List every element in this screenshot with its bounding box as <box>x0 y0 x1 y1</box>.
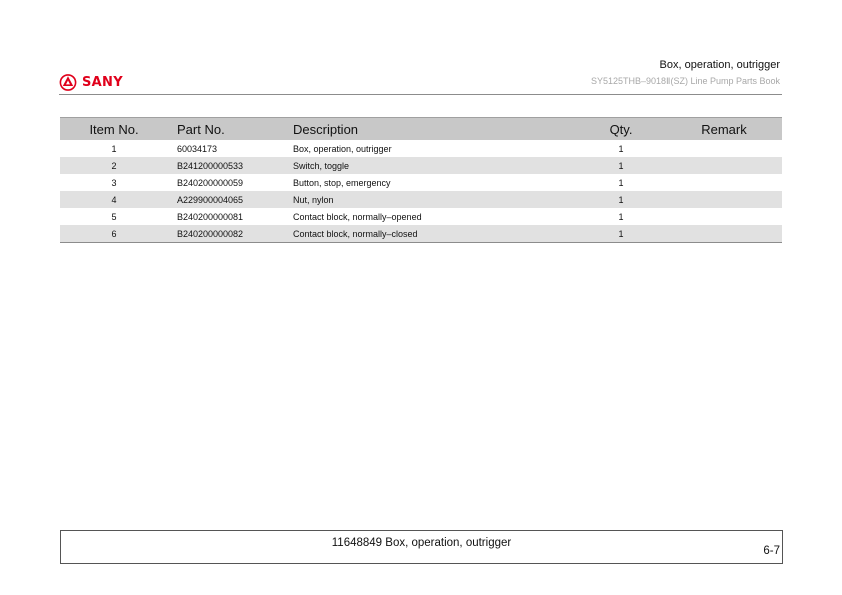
cell-item-no: 4 <box>60 191 168 208</box>
table-row <box>60 157 782 174</box>
logo-text: SANY <box>82 74 123 90</box>
cell-description: Button, stop, emergency <box>293 177 391 188</box>
cell-part-no: 60034173 <box>177 143 218 154</box>
col-qty: Qty. <box>576 118 666 141</box>
cell-part-no: B240200000081 <box>177 211 244 222</box>
book-subtitle: SY5125THB–9018Ⅱ(SZ) Line Pump Parts Book <box>590 76 780 86</box>
cell-item-no: 3 <box>111 177 117 188</box>
cell-description: Nut, nylon <box>293 191 576 208</box>
cell-description: Switch, toggle <box>293 157 576 174</box>
col-remark: Remark <box>666 118 782 141</box>
cell-qty: 1 <box>618 211 624 222</box>
col-part-no: Part No. <box>168 118 293 141</box>
table-row <box>60 225 782 243</box>
sany-logo-icon <box>59 74 77 91</box>
col-item-no: Item No. <box>60 118 168 141</box>
cell-remark <box>666 140 782 157</box>
cell-qty: 1 <box>618 143 624 154</box>
cell-remark <box>666 174 782 191</box>
cell-part-no: B241200000533 <box>168 157 293 174</box>
document-title: Box, operation, outrigger <box>659 59 780 71</box>
cell-part-no: A229900004065 <box>168 191 293 208</box>
cell-description: Contact block, normally–opened <box>293 211 422 222</box>
cell-remark <box>666 208 782 225</box>
sany-logo <box>59 73 123 91</box>
page-number: 6-7 <box>763 545 780 557</box>
cell-item-no: 2 <box>60 157 168 174</box>
table-row <box>60 140 782 157</box>
cell-qty: 1 <box>576 225 666 243</box>
footer-box <box>60 530 783 564</box>
cell-qty: 1 <box>576 157 666 174</box>
header-divider <box>59 94 782 95</box>
cell-item-no: 6 <box>60 225 168 243</box>
cell-qty: 1 <box>576 191 666 208</box>
cell-description: Contact block, normally–closed <box>293 225 576 243</box>
cell-item-no: 5 <box>111 211 117 222</box>
table-header-row <box>60 118 782 141</box>
cell-qty: 1 <box>618 177 624 188</box>
parts-table <box>60 117 782 243</box>
cell-remark <box>666 225 782 243</box>
cell-item-no: 1 <box>111 143 117 154</box>
cell-description: Box, operation, outrigger <box>293 143 392 154</box>
footer-title: 11648849 Box, operation, outrigger <box>331 537 512 549</box>
cell-remark <box>666 157 782 174</box>
table-row <box>60 191 782 208</box>
table-row <box>60 208 782 225</box>
col-description: Description <box>293 118 576 141</box>
cell-part-no: B240200000059 <box>177 177 244 188</box>
cell-remark <box>666 191 782 208</box>
cell-part-no: B240200000082 <box>168 225 293 243</box>
table-row <box>60 174 782 191</box>
